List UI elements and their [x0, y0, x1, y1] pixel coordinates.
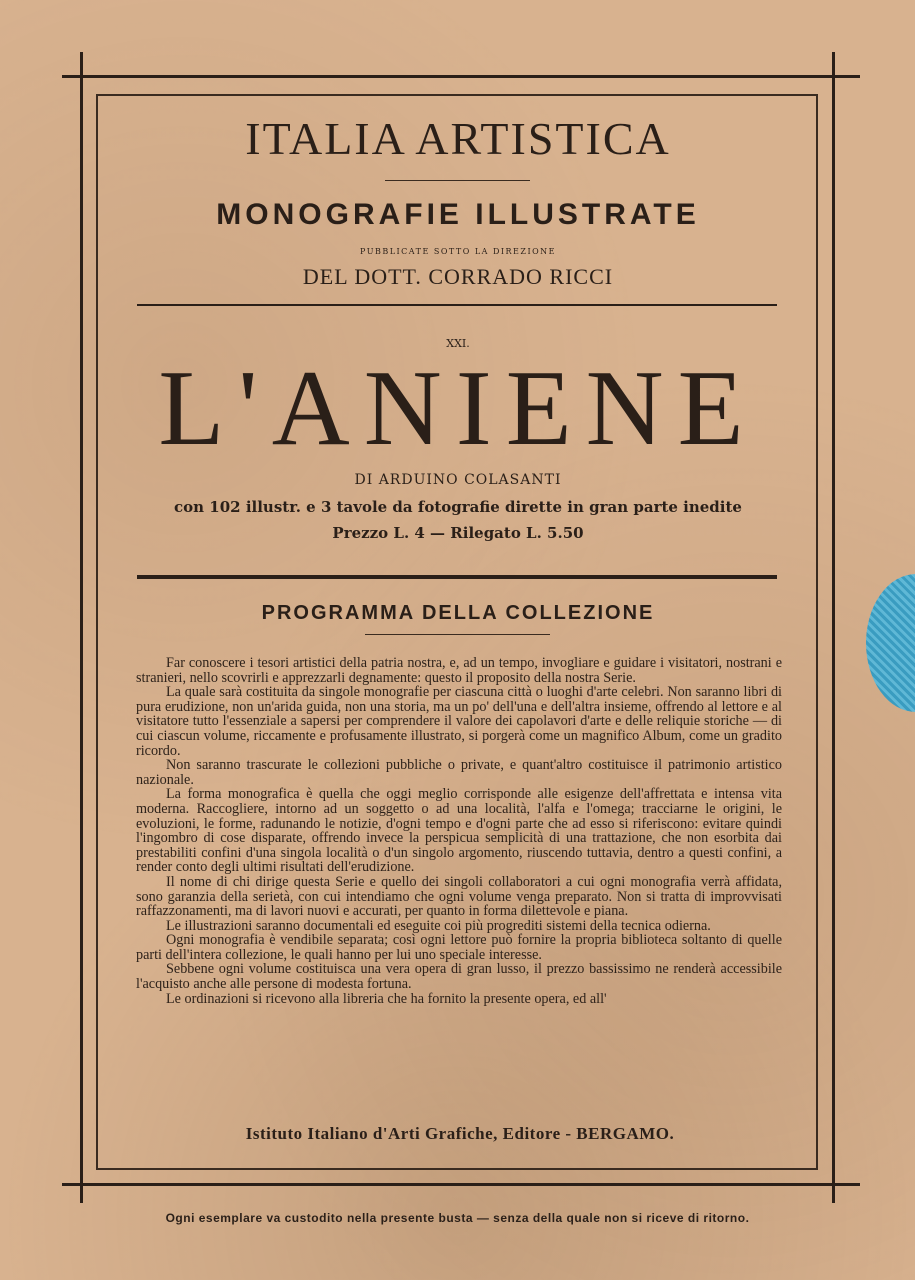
paragraph: Le ordinazioni si ricevono alla libreria che ha fornito la presente opera, ed all'	[166, 990, 607, 1007]
director-name: DEL DOTT. CORRADO RICCI	[302, 264, 614, 289]
paragraph: La forma monografica è quella che oggi meglio corrisponde alle esigenze dell'affrettata e intensa vita moderna. Raccogliere, intorno ad un soggetto o ad una località, l'alfa e l'omega; tracciarne le origini, le evoluzioni, le forme, radunando le notizie, d'ogni tempo e d'ogni parte che ad esso si riferiscono: evitare quindi l'ingombro di cose disparate, offrendo invece la perspicua semplicità di una trattazione, che non esorbita dai prestabiliti confini d'una singola località o d'un singolo argomento, riuscendo tuttavia, dentro a questi confini, a render conto degli ultimi risultati dell'erudizione.	[136, 786, 782, 876]
volume-author: DI ARDUINO COLASANTI	[354, 472, 562, 488]
paragraph: Sebbene ogni volume costituisca una vera opera di gran lusso, il prezzo bassissimo ne renderà accessibile l'acquisto anche alle persone di modesta fortuna.	[136, 961, 782, 993]
paragraph: La quale sarà costituita da singole monografie per ciascuna città o luoghi d'arte celebri. Non saranno libri di pura erudizione, non un'arida guida, non una storia, ma un po' dell'una e dell'altra insieme, offrendo al lettore e al visitatore tutto l'essenziale a sapersi per comprendere il valore dei capolavori d'arte e delle reliquie storiche — di cui ciascun volume, riccamente e profusamente illustrato, si porgerà come un magnifico Album, come un gradito ricordo.	[136, 684, 782, 759]
paragraph: Non saranno trascurate le collezioni pubbliche o private, e quant'altro costituisce il patrimonio artistico nazionale.	[136, 757, 782, 788]
illustrations-note: con 102 illustr. e 3 tavole da fotografie dirette in gran parte inedite	[174, 498, 742, 516]
volume-title: L'ANIENE	[158, 349, 758, 468]
published-under-note: PUBBLICATE SOTTO LA DIREZIONE	[359, 247, 557, 256]
envelope-tab	[866, 574, 915, 712]
collection-subtitle: MONOGRAFIE ILLUSTRATE	[216, 198, 700, 231]
program-title: PROGRAMMA DELLA COLLEZIONE	[261, 602, 655, 624]
price-line: Prezzo L. 4 — Rilegato L. 5.50	[332, 524, 584, 542]
paragraph: Far conoscere i tesori artistici della patria nostra, e, ad un tempo, invogliare e guidare i visitatori, nostrani e stranieri, nello scovrirli e apprezzarli degnamente: questo il proposito della nostra Serie.	[136, 655, 782, 686]
paragraph: Il nome di chi dirige questa Serie e quello dei singoli collaboratori a cui ogni monografia verrà affidata, sono garanzia della serietà, con cui intendiamo che ogni volume venga preparato. Non si tratta di improvvisati raffazzonamenti, ma di lavori nuovi e accurati, per quanto in forma dilettevole e piana.	[136, 873, 782, 920]
paragraph: Le illustrazioni saranno documentali ed eseguite coi più progrediti sistemi della tecnica odierna.	[166, 917, 711, 934]
outer-border-right	[832, 60, 835, 1203]
outer-border-bottom	[62, 1183, 860, 1186]
series-title: ITALIA ARTISTICA	[245, 113, 671, 164]
program-text	[136, 656, 782, 1006]
outer-border-left	[80, 60, 83, 1203]
volume-number: XXI.	[446, 337, 470, 350]
program-divider	[365, 634, 550, 635]
publisher-line: Istituto Italiano d'Arti Grafiche, Editore - BERGAMO.	[245, 1124, 675, 1143]
title-divider	[385, 180, 530, 181]
outer-border-top	[62, 75, 860, 78]
paragraph: Ogni monografia è vendibile separata; così ogni lettore può fornire la propria biblioteca soltanto di quelle parti dell'intera collezione, le quali hanno per lui uno speciale interesse.	[136, 932, 782, 963]
corner-tick	[832, 52, 835, 74]
thick-rule	[137, 575, 777, 579]
header-rule	[137, 304, 777, 306]
footer-note: Ogni esemplare va custodito nella presente busta — senza della quale non si riceve di ritorno.	[165, 1211, 750, 1225]
corner-tick	[80, 52, 83, 74]
